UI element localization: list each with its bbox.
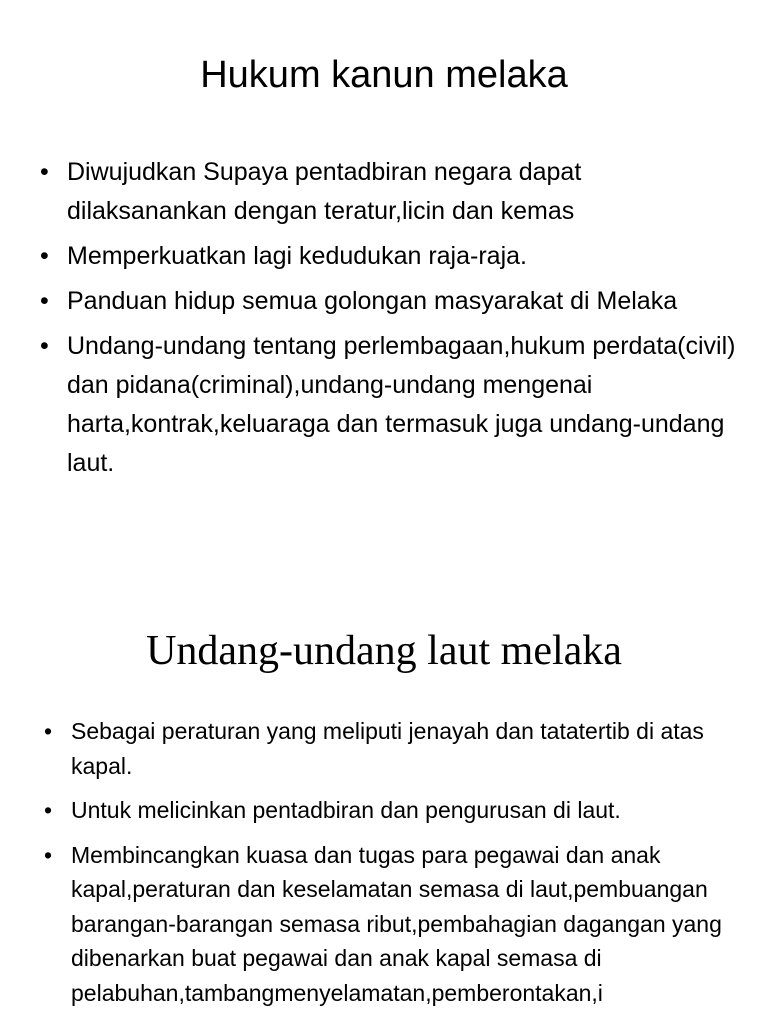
slide-undang-undang-laut <box>0 560 768 1024</box>
bullet-dot: • <box>44 797 53 823</box>
bullet-text: Membincangkan kuasa dan tugas para pegawai dan anak kapal,peraturan dan keselamatan semasa di laut,pembuangan barangan-barangan semasa ribut,pembahagian dagangan yang dibenarkan buat pegawai dan anak kapal semasa di pelabuhan,tambangmenyelamatan,pemberontakan,i <box>71 841 722 1006</box>
bullet-item <box>40 282 740 321</box>
bullet-item <box>40 237 740 276</box>
bullet-list <box>40 153 740 489</box>
bullet-dot: • <box>40 242 49 270</box>
bullet-text: Memperkuatkan lagi kedudukan raja-raja. <box>67 242 527 270</box>
bullet-text: Undang-undang tentang perlembagaan,hukum perdata(civil) dan pidana(criminal),undang-undang mengenai harta,kontrak,keluaraga dan termasuk juga undang-undang laut. <box>67 332 736 477</box>
bullet-item <box>40 327 740 483</box>
bullet-dot: • <box>40 332 49 360</box>
bullet-text: Untuk melicinkan pentadbiran dan pengurusan di laut. <box>71 797 621 823</box>
bullet-dot: • <box>44 718 53 744</box>
bullet-dot: • <box>40 287 49 315</box>
bullet-dot: • <box>44 841 53 868</box>
bullet-text: Panduan hidup semua golongan masyarakat di Melaka <box>67 287 678 315</box>
slide-title: Hukum kanun melaka <box>200 54 568 96</box>
bullet-dot: • <box>40 158 49 186</box>
bullet-list <box>44 714 744 1020</box>
bullet-text: Diwujudkan Supaya pentadbiran negara dapat dilaksanankan dengan teratur,licin dan kemas <box>67 158 582 225</box>
bullet-item <box>40 153 740 231</box>
bullet-text: Sebagai peraturan yang meliputi jenayah dan tatatertib di atas kapal. <box>71 718 704 779</box>
slide-title: Undang-undang laut melaka <box>146 628 622 674</box>
bullet-item <box>44 793 744 828</box>
bullet-item <box>44 838 744 1011</box>
bullet-item <box>44 714 744 783</box>
